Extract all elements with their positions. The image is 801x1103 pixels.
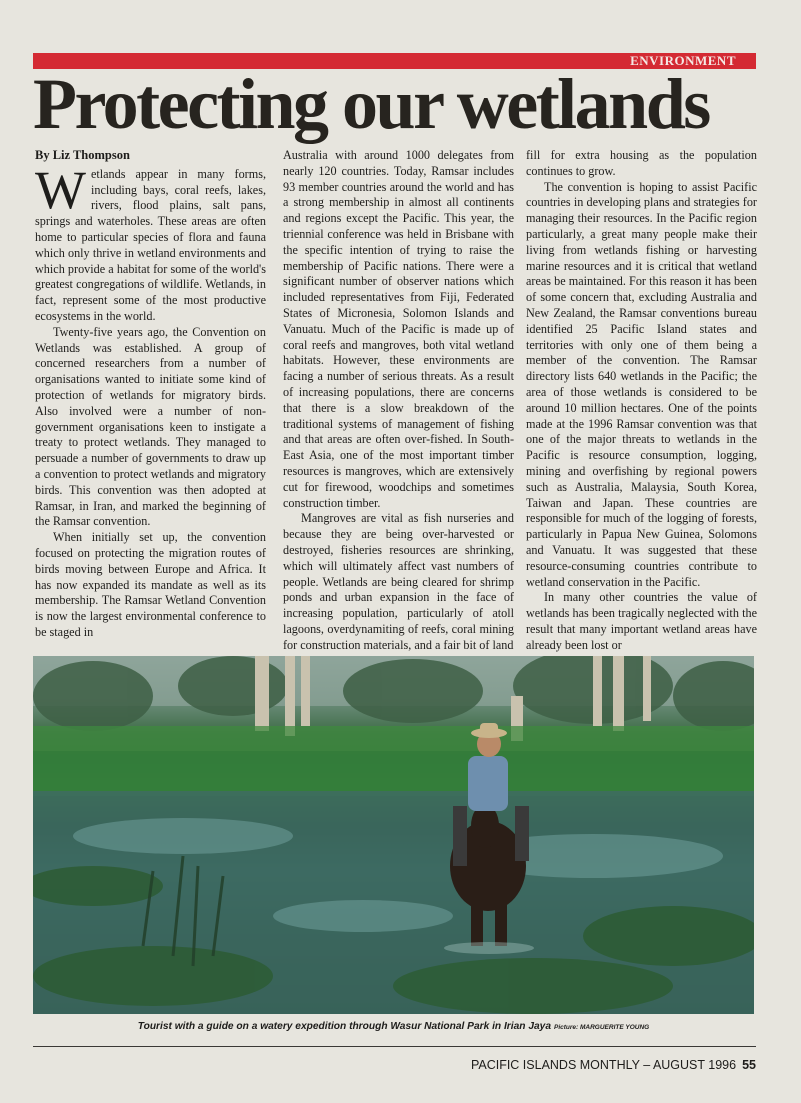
article-column-3 <box>526 148 757 654</box>
paragraph-text: etlands appear in many forms, including bays, coral reefs, lakes, rivers, flood plains, salt pans, springs and waterholes. These areas are often home to particular species of flora and fauna which only thrive in wetland environments and which provide a habitat for some of the world's greatest congregations of wildlife. Wetlands, in fact, represent some of the most productive ecosystems in the world. <box>35 166 266 323</box>
paragraph: When initially set up, the convention focused on protecting the migration routes of birds moving between Europe and Africa. It has now expanded its mandate as well as its membership. The Ramsar Wetland Convention is now the largest environmental conference to be staged in <box>35 530 266 639</box>
article-column-2 <box>283 148 514 654</box>
photo-credit: Picture: MARGUERITE YOUNG <box>554 1024 650 1031</box>
paragraph: Twenty-five years ago, the Convention on Wetlands was established. A group of concerned researchers from a number of organisations wanted to initiate some kind of protection of wetlands for migratory birds. Also involved were a number of non-government organisations keen to instigate a treaty to protect wetlands. They managed to persuade a number of governments to draw up a convention to protect wetlands and migratory birds. This convention was then adopted at Ramsar, in Iran, and marked the beginning of the Ramsar convention. <box>35 324 266 529</box>
photo-caption <box>33 1021 754 1032</box>
page-footer <box>471 1058 756 1072</box>
footer-rule <box>33 1046 756 1047</box>
headline: Protecting our wetlands <box>33 64 709 144</box>
section-label: ENVIRONMENT <box>630 53 736 68</box>
paragraph: The convention is hoping to assist Pacific countries in developing plans and strategies for managing their resources. In the Pacific region particularly, a great many people make their living from wetlands fishing or harvesting marine resources and it is critical that wetland areas be maintained. For this reason it has been of some concern that, excluding Australia and New Zealand, the Ramsar conventions bureau identified 25 Pacific Island states and territories with only one of them being a member of the convention. The Ramsar directory lists 640 wetlands in the Pacific; the area of those wetlands is considered to be around 10 million hectares. One of the points made at the 1996 Ramsar convention was that one of the major threats to wetlands in the Pacific is resource consumption, logging, mining and overfishing by regional powers such as Australia, Malaysia, South Korea, Taiwan and Japan. These countries are responsible for much of the logging of forests, particularly in Papua New Guinea, Solomons and Vanuatu. It was suggested that these resource-consuming countries contribute to wetland conservation in the Pacific. <box>526 179 757 589</box>
byline: By Liz Thompson <box>35 148 130 162</box>
paragraph: Australia with around 1000 delegates from nearly 120 countries. Today, Ramsar includes 93 member countries around the world and has a strong membership in almost all continents and regions except the Pacific. This year, the triennial conference was held in Brisbane with the specific intention of trying to raise the membership of Pacific nations. There were a significant number of observer nations which included representatives from Fiji, Federated States of Micronesia, Solomon Islands and Vanuatu. Much of the Pacific is made up of coral reefs and mangroves, both vital wetland habitats. However, these environments are facing a number of serious threats. As a result of increasing populations, there are concerns that there is a slow breakdown of the traditional systems of management of fishing and that areas are often over-fished. In South-East Asia, one of the most important timber resources is mangroves, which are extensively cut for firewood, woodchips and sometimes construction timber. <box>283 148 514 510</box>
wetland-photo <box>33 656 754 1014</box>
wetland-photo-illustration <box>33 656 754 1014</box>
paragraph <box>35 159 266 325</box>
drop-cap: W <box>35 159 86 220</box>
caption-text: Tourist with a guide on a watery expedition through Wasur National Park in Irian Jaya <box>137 1021 551 1032</box>
paragraph: fill for extra housing as the population continues to grow. <box>526 148 757 178</box>
paragraph: In many other countries the value of wetlands has been tragically neglected with the result that many important wetland areas have already been lost or <box>526 590 757 652</box>
page-number: 55 <box>742 1058 756 1072</box>
paragraph: Mangroves are vital as fish nurseries and because they are being over-harvested or destroyed, fisheries resources are shrinking, which will ultimately affect vast numbers of people. Wetlands are being cleared for shrimp ponds and urban expansion in the face of increasing population, particularly of atoll lagoons, overdynamiting of reefs, coral mining for construction materials, and a fair bit of land <box>283 511 514 652</box>
article-column-1 <box>35 148 266 641</box>
publication-name: PACIFIC ISLANDS MONTHLY – AUGUST 1996 <box>470 1058 737 1072</box>
